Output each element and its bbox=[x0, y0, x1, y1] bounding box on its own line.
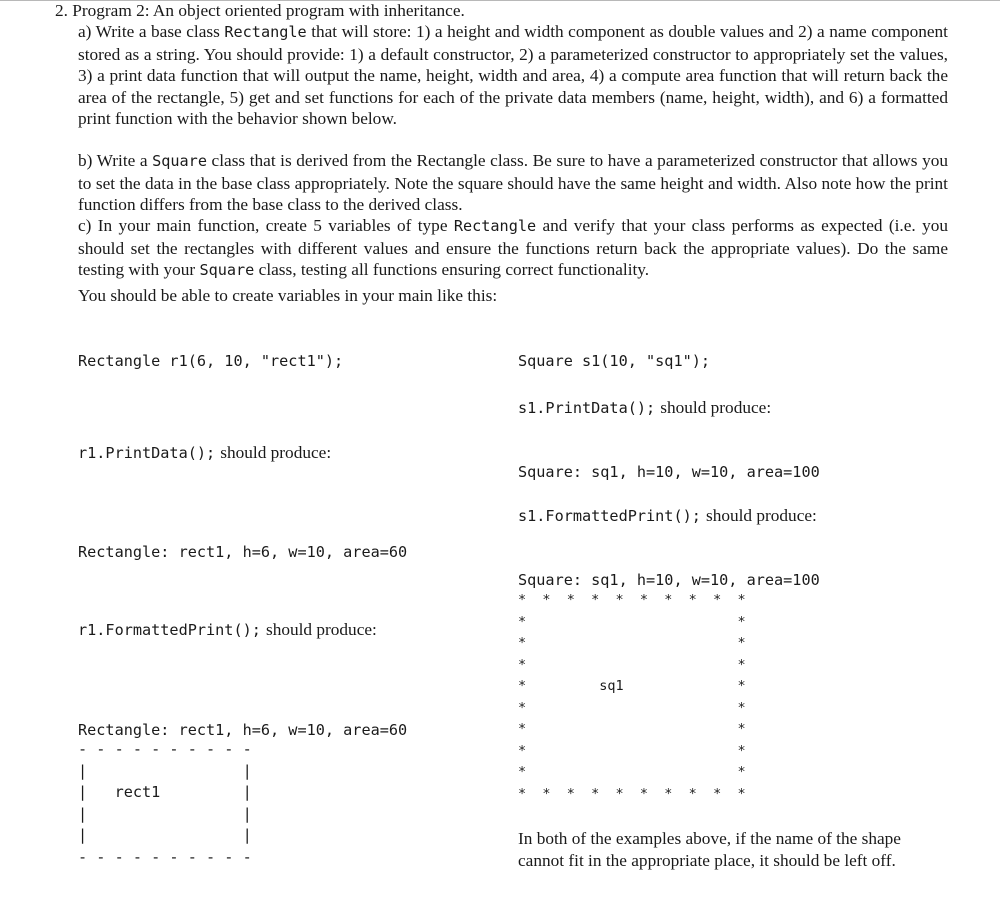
rectangle-formatted-instruction bbox=[78, 620, 377, 640]
square-formatted-header: Square: sq1, h=10, w=10, area=100 bbox=[518, 571, 820, 589]
inline-code: Rectangle bbox=[453, 217, 537, 235]
square-ascii-box bbox=[518, 590, 746, 805]
square-box-side: * * bbox=[518, 635, 746, 651]
closing-note: In both of the examples above, if the name of the shape cannot fit in the appropriate place, it should be left off. bbox=[518, 829, 901, 870]
square-printdata-call: s1.PrintData(); bbox=[518, 399, 656, 417]
paragraph-text: class that is derived from the Rectangle class. Be sure to have a parameterized constructor that allows you to set the data in the base class appropriately. Note the square should have the same height and width. Also note how the print function differs from the base class to the derived class. bbox=[78, 151, 948, 214]
paragraph-text: a) Write a base class bbox=[78, 22, 225, 41]
rectangle-formatted-suffix: should produce: bbox=[265, 620, 377, 639]
square-box-side: * bbox=[518, 678, 600, 694]
square-printdata-suffix: should produce: bbox=[660, 398, 772, 417]
square-box-side: * bbox=[623, 678, 746, 694]
problem-heading: 2. Program 2: An object oriented program with inheritance. bbox=[55, 1, 465, 20]
square-printdata-instruction bbox=[518, 398, 771, 418]
square-box-side: * * bbox=[518, 742, 746, 759]
square-formatted-call: s1.FormattedPrint(); bbox=[518, 507, 701, 525]
paragraph-text: c) In your main function, create 5 variables of type bbox=[78, 216, 454, 235]
square-box-side: * * bbox=[518, 656, 746, 673]
square-formatted-instruction bbox=[518, 506, 817, 526]
square-declaration: Square s1(10, "sq1"); bbox=[518, 352, 711, 370]
part-a-paragraph bbox=[78, 21, 948, 130]
rectangle-printdata-call: r1.PrintData(); bbox=[78, 444, 216, 462]
inline-code: Square bbox=[199, 261, 255, 279]
square-box-side: * * bbox=[518, 721, 746, 737]
square-box-bottom: * * * * * * * * * * bbox=[518, 785, 746, 802]
square-box-side: * * bbox=[518, 699, 746, 716]
part-b-paragraph bbox=[78, 150, 948, 216]
part-c-paragraph bbox=[78, 215, 948, 282]
paragraph-text: and verify that your class performs as expected (i.e. you should set the rectangles with different values and ensure the functions return back the appropriate values). Do the same testing with your bbox=[78, 216, 948, 279]
rectangle-formatted-call: r1.FormattedPrint(); bbox=[78, 621, 261, 639]
square-box-name: sq1 bbox=[599, 678, 624, 694]
square-printdata-output: Square: sq1, h=10, w=10, area=100 bbox=[518, 463, 820, 481]
rectangle-box-side: | bbox=[160, 783, 252, 801]
rectangle-box-name: rect1 bbox=[114, 783, 161, 801]
rectangle-box-side: | | bbox=[78, 804, 252, 823]
square-box-side: * * bbox=[518, 764, 746, 780]
paragraph-text: b) Write a bbox=[78, 151, 153, 170]
rectangle-printdata-suffix: should produce: bbox=[220, 443, 332, 462]
square-formatted-suffix: should produce: bbox=[705, 506, 817, 525]
rectangle-printdata-output: Rectangle: rect1, h=6, w=10, area=60 bbox=[78, 543, 408, 561]
rectangle-ascii-box bbox=[78, 739, 252, 868]
rectangle-box-side: | bbox=[78, 783, 115, 801]
rectangle-declaration: Rectangle r1(6, 10, "rect1"); bbox=[78, 352, 344, 370]
inline-code: Rectangle bbox=[224, 23, 307, 41]
intro-text: You should be able to create variables in your main like this: bbox=[78, 286, 498, 305]
inline-code: Square bbox=[152, 152, 207, 170]
rectangle-box-top: - - - - - - - - - - bbox=[78, 740, 252, 758]
rectangle-box-side: | | bbox=[78, 761, 252, 780]
rectangle-printdata-instruction bbox=[78, 443, 331, 463]
rectangle-box-bottom: - - - - - - - - - - bbox=[78, 847, 252, 866]
square-box-top: * * * * * * * * * * bbox=[518, 592, 746, 608]
paragraph-text: that will store: 1) a height and width component as double values and 2) a name component stored as a string. You should provide: 1) a default constructor, 2) a parameterized constructor to appropriately set the values, 3) a print data function that will output the name, height, width and area, 4) a compute area function that will return back the area of the rectangle, 5) get and set functions for each of the private data members (name, height, width), and 6) a formatted print function with the behavior shown below. bbox=[78, 22, 948, 128]
rectangle-formatted-header: Rectangle: rect1, h=6, w=10, area=60 bbox=[78, 721, 408, 739]
square-box-side: * * bbox=[518, 613, 746, 630]
paragraph-text: class, testing all functions ensuring correct functionality. bbox=[254, 260, 650, 279]
rectangle-box-side: | | bbox=[78, 826, 252, 844]
